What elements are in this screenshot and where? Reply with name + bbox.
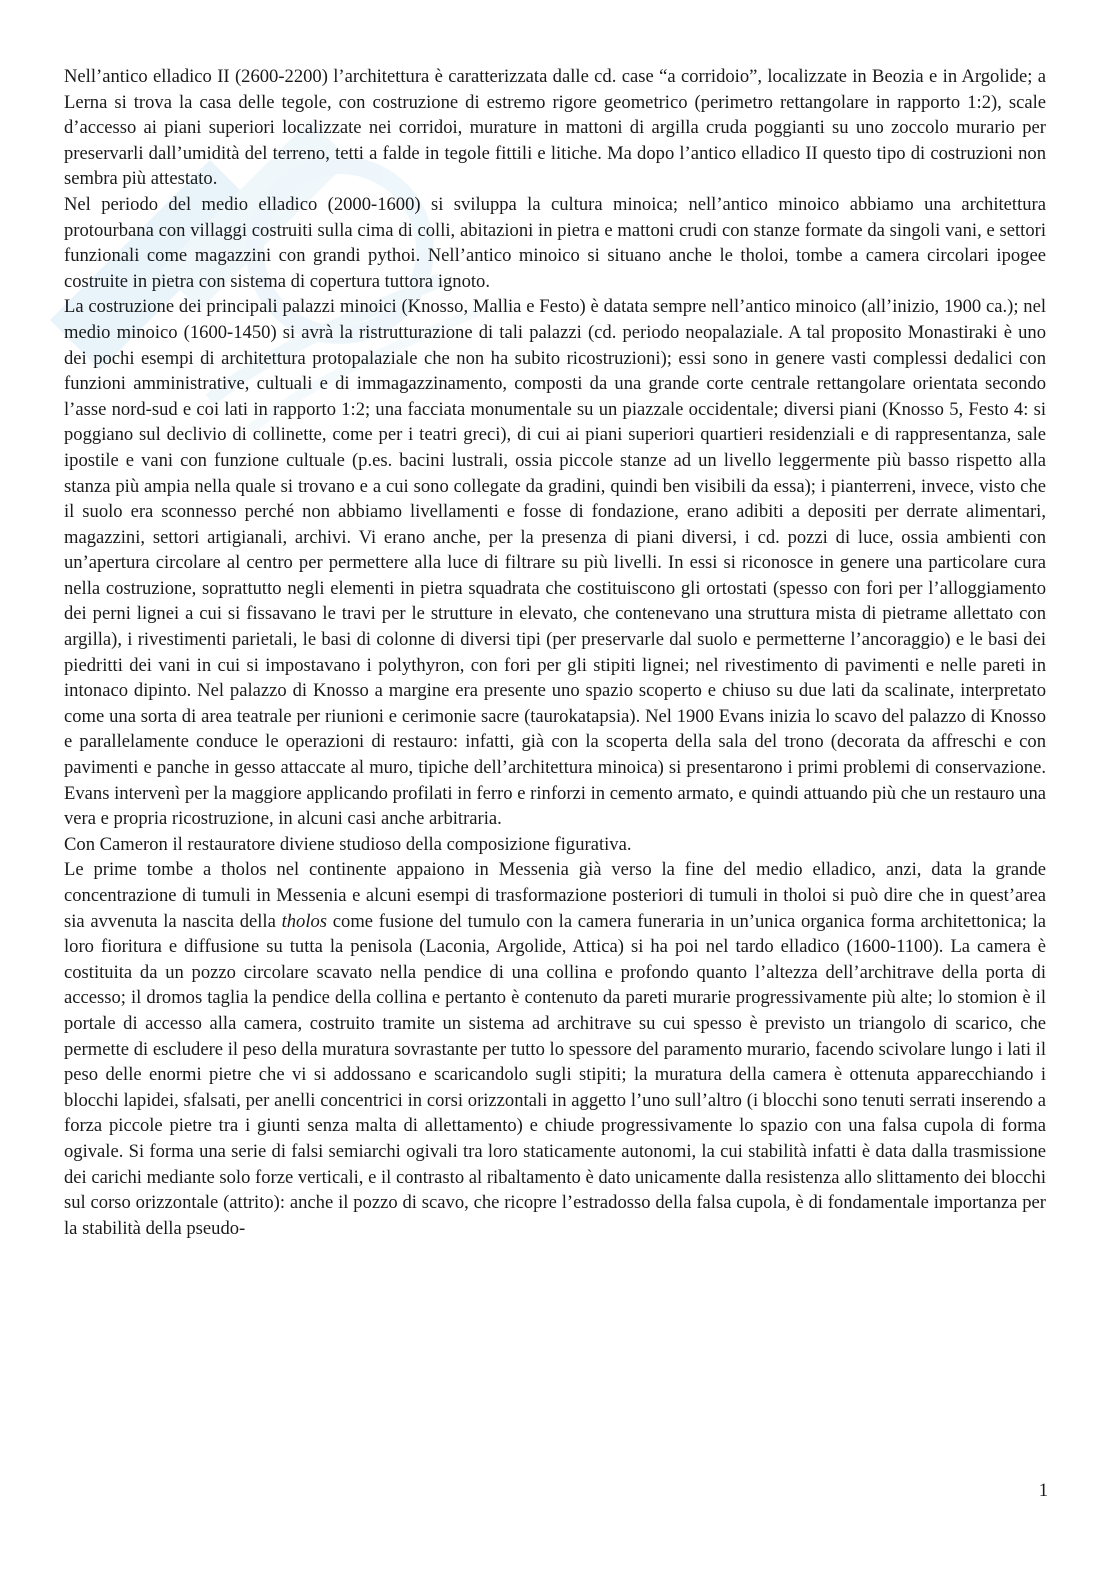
paragraph-tombe-tholos-end: come fusione del tumulo con la camera funeraria in un’unica organica forma architettonica; la loro fioritura e diffusione su tutta la penisola (Laconia, Argolide, Attica) si ha poi nel tardo elladico (1600-1100). La camera è costituita da un pozzo circolare scavato nella pendice di una collina e profondo quanto l’altezza dell’architrave della porta di accesso; il dromos taglia la pendice della collina e pertanto è contenuto da pareti murarie progressivamente più alte; lo stomion è il portale di accesso alla camera, costruito tramite un sistema ad architrave su cui spesso è previsto un triangolo di scarico, che permette di escludere il peso della muratura sovrastante per tutto lo spessore del paramento murario, facendo scivolare lungo i lati il peso delle enormi pietre che vi si addossano e scaricandolo sugli stipiti; la muratura della camera è ottenuta apparecchiando i blocchi lapidei, sfalsati, per anelli concentrici in corsi orizzontali in aggetto l’uno sull’altro (i blocchi sono tenuti serrati inserendo a forza piccole pietre tra i giunti senza malta di allettamento) e chiude progressivamente lo spazio con una falsa cupola di forma ogivale. Si forma una serie di falsi semiarchi ogivali tra loro staticamente autonomi, la cui stabilità infatti è data dalla trasmissione dei carichi mediante solo forze verticali, e il contrasto al ribaltamento è dato unicamente dalla resistenza allo slittamento dei blocchi sul corso orizzontale (attrito): anche il pozzo di scavo, che ricopre l’estradosso della falsa cupola, è di fondamentale importanza per la stabilità della pseudo- xyxy=(64,910,1046,1239)
document-body xyxy=(64,64,1046,1241)
paragraph-elladico-ii: Nell’antico elladico II (2600-2200) l’architettura è caratterizzata dalle cd. case “a corridoio”, localizzate in Beozia e in Argolide; a Lerna si trova la casa delle tegole, con costruzione di estremo rigore geometrico (perimetro rettangolare in rapporto 1:2), scale d’accesso ai piani superiori localizzate nei corridoi, murature in mattoni di argilla cruda poggianti su uno zoccolo murario per preservarli dall’umidità del terreno, tetti a falde in tegole fittili e litiche. Ma dopo l’antico elladico II questo tipo di costruzioni non sembra più attestato. xyxy=(64,66,1046,190)
tholos-italic-term: tholos xyxy=(281,910,328,932)
paragraph-tombe-tholos-start: Le prime tombe a tholos nel continente appaiono in Messenia già verso la fine del medio elladico, anzi, data la grande concentrazione di tumuli in Messenia e alcuni esempi di trasformazione posteriori di tumuli in tholoi si può dire che in quest’area sia avvenuta la nascita della xyxy=(64,859,1046,932)
paragraph-tombe-tholos xyxy=(64,857,1046,1241)
paragraph-cameron: Con Cameron il restauratore diviene studioso della composizione figurativa. xyxy=(64,833,632,855)
page-number: 1 xyxy=(1038,1480,1048,1501)
paragraph-palazzi-minoici: La costruzione dei principali palazzi minoici (Knosso, Mallia e Festo) è datata sempre nell’antico minoico (all’inizio, 1900 ca.); nel medio minoico (1600-1450) si avrà la ristrutturazione di tali palazzi (cd. periodo neopalaziale. A tal proposito Monastiraki è uno dei pochi esempi di architettura protopalaziale che non ha subito ricostruzioni); essi sono in genere vasti complessi dedalici con funzioni amministrative, cultuali e di immagazzinamento, composti da una grande corte centrale rettangolare orientata secondo l’asse nord-sud e coi lati in rapporto 1:2; una facciata monumentale su un piazzale occidentale; diversi piani (Knosso 5, Festo 4: si poggiano sul declivio di collinette, come per i teatri greci), di cui ai piani superiori quartieri residenziali e di rappresentanza, sale ipostile e vani con funzione cultuale (p.es. bacini lustrali, ossia piccole stanze ad un livello leggermente più basso rispetto alla stanza più ampia nella quale si trovano e a cui sono collegate da gradini, quindi ben visibili da essa); i pianterreni, invece, visto che il suolo era sconnesso perché non abbiamo livellamenti e fosse di fondazione, erano adibiti a depositi per derrate alimentari, magazzini, settori artigianali, archivi. Vi erano anche, per la presenza di piani diversi, i cd. pozzi di luce, ossia ambienti con un’apertura circolare al centro per permettere alla luce di filtrare su più livelli. In essi si riconosce in genere una particolare cura nella costruzione, soprattutto negli elementi in pietra squadrata che costituiscono gli ortostati (spesso con fori per l’alloggiamento dei perni lignei a cui si fissavano le travi per le strutture in elevato, che contenevano una struttura mista di pietrame allettato con argilla), i rivestimenti parietali, le basi di colonne di diversi tipi (per preservarle dal suolo e permetterne l’ancoraggio) e le basi dei piedritti dei vani in cui si impostavano i polythyron, con fori per gli stipiti lignei; nel rivestimento di pavimenti e nelle pareti in intonaco dipinto. Nel palazzo di Knosso a margine era presente uno spazio scoperto e chiuso su due lati da scalinate, interpretato come una sorta di area teatrale per riunioni e cerimonie sacre (taurokatapsia). Nel 1900 Evans inizia lo scavo del palazzo di Knosso e parallelamente conduce le operazioni di restauro: infatti, già con la scoperta della sala del trono (decorata da affreschi e con pavimenti e panche in gesso attaccate al muro, tipiche dell’architettura minoica) si presentarono i primi problemi di conservazione. Evans intervenì per la maggiore applicando profilati in ferro e rinforzi in cemento armato, e quindi attuando più che un restauro una vera e propria ricostruzione, in alcuni casi anche arbitraria. xyxy=(64,296,1046,830)
paragraph-medio-elladico: Nel periodo del medio elladico (2000-1600) si sviluppa la cultura minoica; nell’antico minoico abbiamo una architettura protourbana con villaggi costruiti sulla cima di colli, abitazioni in pietra e mattoni crudi con stanze formate da singoli vani, e settori funzionali come magazzini con grandi pythoi. Nell’antico minoico si situano anche le tholoi, tombe a camera circolari ipogee costruite in pietra con sistema di copertura tuttora ignoto. xyxy=(64,193,1046,292)
